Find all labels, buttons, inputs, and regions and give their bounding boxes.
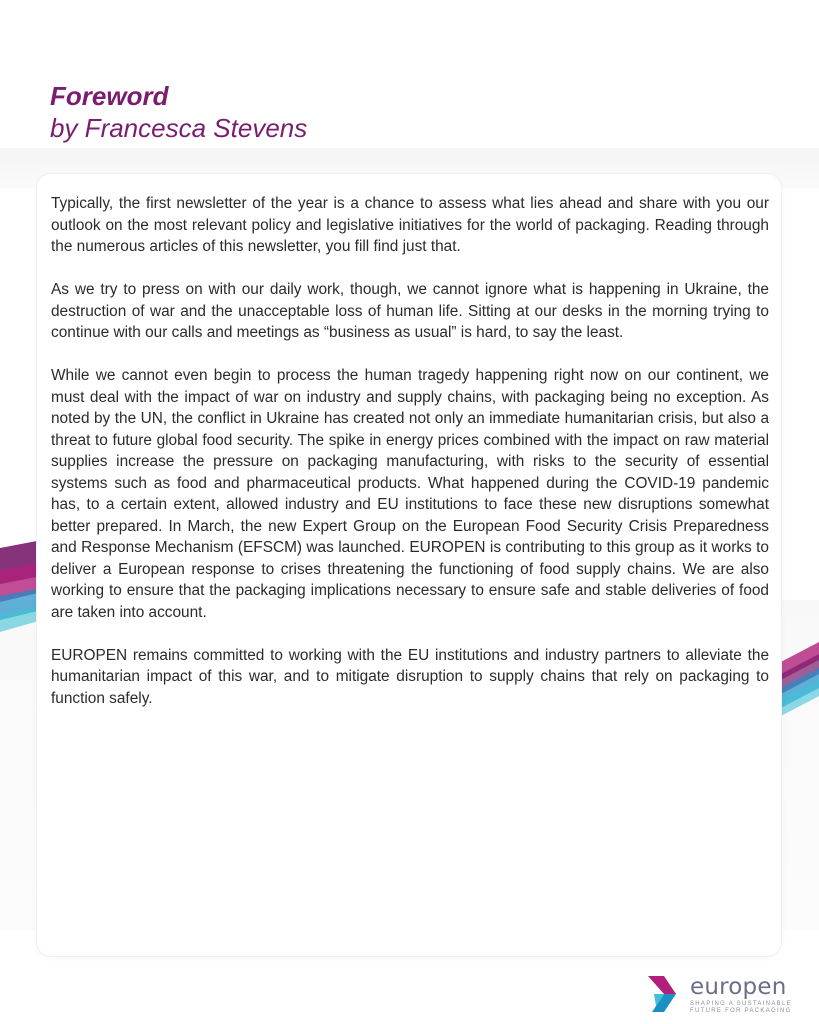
foreword-heading <box>50 80 307 144</box>
europen-logo-icon <box>646 972 686 1016</box>
decorative-ribbon-right <box>777 640 819 720</box>
logo-wordmark: europen <box>690 974 787 1000</box>
logo-tagline <box>690 1001 792 1015</box>
europen-logo <box>646 970 796 1020</box>
foreword-text-card <box>37 174 781 956</box>
foreword-body <box>51 193 769 731</box>
paragraph: EUROPEN remains committed to working with the EU institutions and industry partners to alleviate the humanitarian impact of this war, and to mitigate disruption to supply chains that rely on packaging to function safely. <box>51 646 769 707</box>
page-title: Foreword <box>50 81 169 111</box>
paragraph: As we try to press on with our daily work, though, we cannot ignore what is happening in Ukraine, the destruction of war and the unacceptable loss of human life. Sitting at our desks in the morning trying to continue with our calls and meetings as “business as usual” is hard, to say the least. <box>51 281 769 341</box>
paragraph: While we cannot even begin to process the human tragedy happening right now on our continent, we must deal with the impact of war on industry and supply chains, with packaging being no exception. As noted by the UN, the conflict in Ukraine has created not only an immediate humanitarian crisis, but also a threat to future global food security. The spike in energy prices combined with the impact on raw material supplies increase the pressure on packaging manufacturing, with risks to the security of essential systems such as food and pharmaceutical products. What happened during the COVID-19 pandemic has, to a certain extent, allowed industry and EU institutions to face these new disruptions somewhat better prepared. In March, the new Expert Group on the European Food Security Crisis Preparedness and Response Mechanism (EFSCM) was launched. EUROPEN is contributing to this group as it works to deliver a European response to crises threatening the functioning of food supply chains. We are also working to ensure that the packaging implications necessary to ensure safe and stable deliveries of food are taken into account. <box>51 367 769 621</box>
logo-tagline-line-2: FUTURE FOR PACKAGING <box>690 1008 792 1014</box>
paragraph: Typically, the first newsletter of the year is a chance to assess what lies ahead and share with you our outlook on the most relevant policy and legislative initiatives for the world of packaging. Reading through the numerous articles of this newsletter, you fill find just that. <box>51 195 769 255</box>
author-byline: by Francesca Stevens <box>50 113 308 143</box>
logo-tagline-line-1: SHAPING A SUSTAINABLE <box>690 1001 792 1007</box>
decorative-ribbon-left <box>0 540 42 640</box>
